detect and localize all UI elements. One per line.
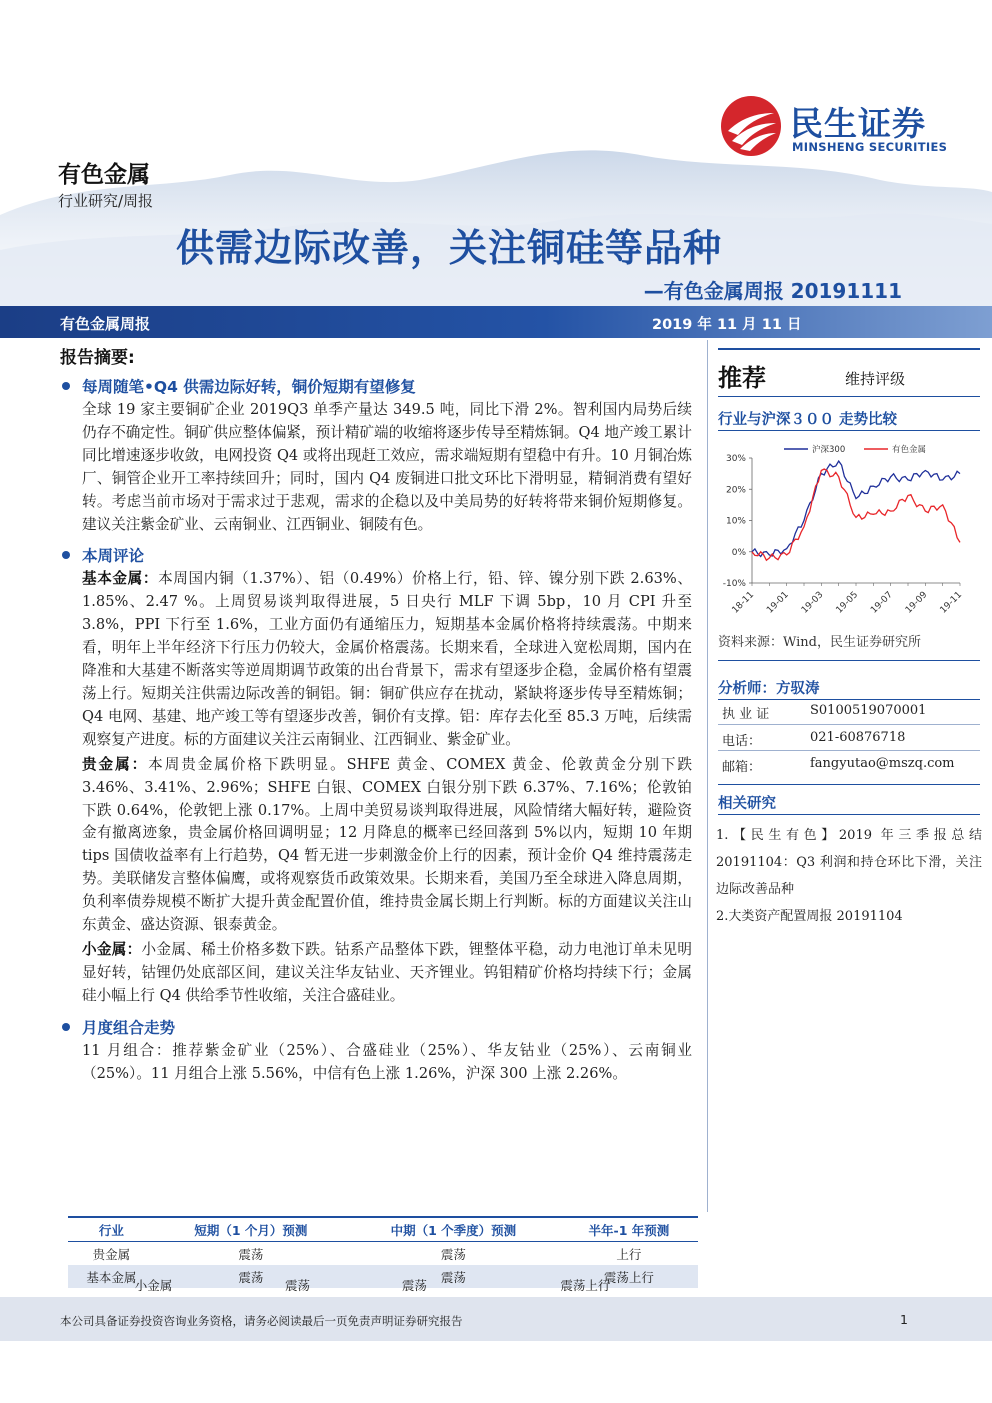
table-cell: 震荡上行 [560,1277,611,1293]
info-value: 021-60876718 [810,730,906,745]
rating-label: 推荐 [718,364,766,392]
table-cell: 震荡 [284,1277,310,1293]
footer-disclaimer: 本公司具备证券投资咨询业务资格，请务必阅读最后一页免责声明证券研究报告 [60,1314,463,1328]
report-type: 行业研究/周报 [58,192,154,210]
divider [718,660,980,661]
section-title: 本周评论 [82,547,145,566]
info-label: 电话： [722,734,762,749]
divider [718,430,980,431]
logo-icon [720,95,782,157]
paragraph-lead: 小金属： [82,940,142,958]
bullet-icon [62,551,70,559]
info-label: 执 业 证 [722,707,770,722]
table-cell: 震荡 [440,1246,466,1262]
chart-heading: 行业与沪深３００ 走势比较 [718,412,898,428]
y-tick-label: 10% [725,516,746,527]
table-cell: 贵金属 [92,1246,131,1262]
table-row [68,1273,698,1296]
related-heading: 相关研究 [718,796,776,812]
x-tick-label: 19-09 [903,590,930,616]
report-series: 有色金属周报 [60,315,151,333]
paragraph-lead: 基本金属： [82,570,159,588]
y-tick-label: -10% [722,579,746,589]
paragraph-text: 本周贵金属价格下跌明显。SHFE 黄金、COMEX 黄金、伦敦黄金分别下跌 3.46%、3.41%、2.96%；SHFE 白银、COMEX 白银分别下跌 6.37%、7.16%；伦敦铂下跌 0.64%，伦敦钯上涨 0.17%。上周中美贸易谈判取得进展，风险情绪大幅好转，避险资金有撤离迹象，贵金属价格回调明显；12 月降息的概率已经回落到 5%以内，短期 10 年期 tips 国债收益率有上行趋势，Q4 暂无进一步刺激金价上行的因素，预计金价 Q4 维持震荡走势。美联储发言整体偏鹰，或将观察货币政策效果。长期来看，美国乃至全球进入降息周期，负利率债券规模不断扩大提升黄金配置价值，维持贵金属长期上行判断。标的方面建议关注山东黄金、盛达资源、银泰黄金。 [82,755,692,934]
table-header-row [68,1217,698,1242]
section-title: 每周随笔•Q4 供需边际好转，铜价短期有望修复 [82,378,416,396]
industry-label: 有色金属 [58,162,150,188]
brand-name-en: MINSHENG SECURITIES [792,140,948,154]
section-heading [60,1016,692,1038]
brand-name-cn: 民生证券 [790,104,926,143]
table-cell: 基本金属 [68,1265,155,1288]
abstract-heading: 报告摘要: [60,348,135,368]
table-cell: 上行 [616,1246,642,1262]
paragraph [82,939,692,1008]
table-header: 短期（1 个月）预测 [155,1217,347,1242]
paragraph-text: 小金属、稀土价格多数下跌。钴系产品整体下跌，锂整体平稳，动力电池订单未见明显好转，钴锂仍处底部区间，建议关注华友钴业、天齐锂业。钨钼精矿价格均持续下行；金属硅小幅上行 Q4 供给季节性收缩，关注合盛硅业。 [82,940,692,1004]
x-tick-label: 19-05 [834,590,861,616]
info-value: S0100519070001 [810,703,927,718]
table-header: 中期（1 个季度）预测 [347,1217,560,1242]
divider [718,784,980,785]
x-tick-label: 19-11 [938,590,965,616]
paragraph [82,399,692,536]
x-tick-label: 19-01 [765,590,791,616]
paragraph [82,568,692,751]
paragraph-lead: 贵金属： [82,755,149,773]
series-line-0 [752,461,960,556]
analyst-heading: 分析师：方驭涛 [718,681,820,697]
divider [718,724,980,725]
table-cell: 震荡 [155,1265,347,1288]
section-heading [60,544,692,566]
bullet-icon [62,382,70,390]
related-research-list [716,822,982,930]
page-number: 1 [900,1312,908,1327]
page-subtitle: —有色金属周报 20191111 [643,279,902,303]
y-tick-label: 30% [725,454,746,464]
info-label: 邮箱： [722,760,762,775]
list-item[interactable]: 1.【民生有色】2019 年三季报总结 20191104：Q3 利润和持仓环比下滑，关注边际改善品种 [716,828,982,897]
table-header: 半年-1 年预测 [560,1217,698,1242]
x-tick-label: 18-11 [730,590,757,616]
paragraph-text: 全球 19 家主要铜矿企业 2019Q3 单季产量达 349.5 吨，同比下滑 2%。智利国内局势后续仍存不确定性。铜矿供应整体偏紧，预计精矿端的收缩将逐步传导至精炼铜。Q4 地产竣工累计同比增速逐步收敛，电网投资 Q4 或将出现赶工效应，需求端短期有望稳中有升。10 月铜冶炼厂、铜管企业开工率持续回升；同时，国内 Q4 废铜进口批文环比下滑明显，精铜消费有望好转。考虑当前市场对于需求过于悲观，需求的企稳以及中美局势的好转将带来铜价短期修复。建议关注紫金矿业、云南铜业、江西铜业、铜陵有色。 [82,401,692,533]
abstract-column [60,343,692,1087]
trend-chart [712,436,984,626]
table-cell: 震荡 [401,1277,427,1293]
series-line-1 [752,469,960,560]
page-title: 供需边际改善，关注铜硅等品种 [176,226,723,270]
paragraph-text: 11 月组合：推荐紫金矿业（25%）、合盛硅业（25%）、华友钴业（25%）、云南铜业（25%）。11 月组合上涨 5.56%，中信有色上涨 1.26%，沪深 300 上涨 2.26%。 [82,1041,692,1082]
paragraph [82,1040,692,1086]
divider [718,348,980,350]
table-cell: 震荡上行 [560,1265,698,1288]
chart-source: 资料来源：Wind，民生证券研究所 [718,635,921,650]
table-row [68,1242,698,1266]
table-cell: 震荡 [347,1265,560,1288]
table-cell: 震荡 [238,1246,264,1262]
column-divider [707,340,708,1212]
divider [718,699,980,700]
table-cell: 小金属 [134,1277,173,1293]
report-date: 2019 年 11 月 11 日 [652,317,802,333]
divider [718,750,980,751]
email-link[interactable]: fangyutao@mszq.com [810,756,955,771]
divider [718,814,980,815]
legend-label: 有色金属 [892,445,927,455]
x-tick-label: 19-07 [869,590,895,616]
section-title: 月度组合走势 [82,1018,176,1037]
rating-note: 维持评级 [845,370,906,388]
table-header: 行业 [68,1217,155,1242]
legend-label: 沪深300 [812,445,846,455]
x-tick-label: 19-03 [799,590,826,616]
y-tick-label: 20% [725,485,746,496]
paragraph [82,754,692,937]
paragraph-text: 本周国内铜（1.37%）、铝（0.49%）价格上行，铅、锌、镍分别下跌 2.63%、1.85%、2.47 %。上周贸易谈判取得进展，5 日央行 MLF 下调 5bp，10 月 CPI 升至 3.8%，PPI 下行至 1.6%，工业方面仍有通缩压力，短期基本金属价格将持续震荡。中期来看，明年上半年经济下行压力仍较大，金属价格震荡。长期来看，全球进入宽松周期，国内在降准和大基建不断落实等逆周期调节政策的出台背景下，需求有望逐步企稳，金属价格有望震荡上行。短期关注供需边际改善的铜铝。铜：铜矿供应存在扰动，紧缺将逐步传导至精炼铜；Q4 电网、基建、地产竣工等有望逐步改善，铜价有支撑。铝：库存去化至 85.3 万吨，后续需观察复产进度。标的方面建议关注云南铜业、江西铜业、紫金矿业。 [82,570,692,748]
section-heading [60,375,692,397]
bullet-icon [62,1023,70,1031]
divider [718,396,980,397]
list-item[interactable]: 2.大类资产配置周报 20191104 [716,909,903,924]
y-tick-label: 0% [731,547,746,558]
